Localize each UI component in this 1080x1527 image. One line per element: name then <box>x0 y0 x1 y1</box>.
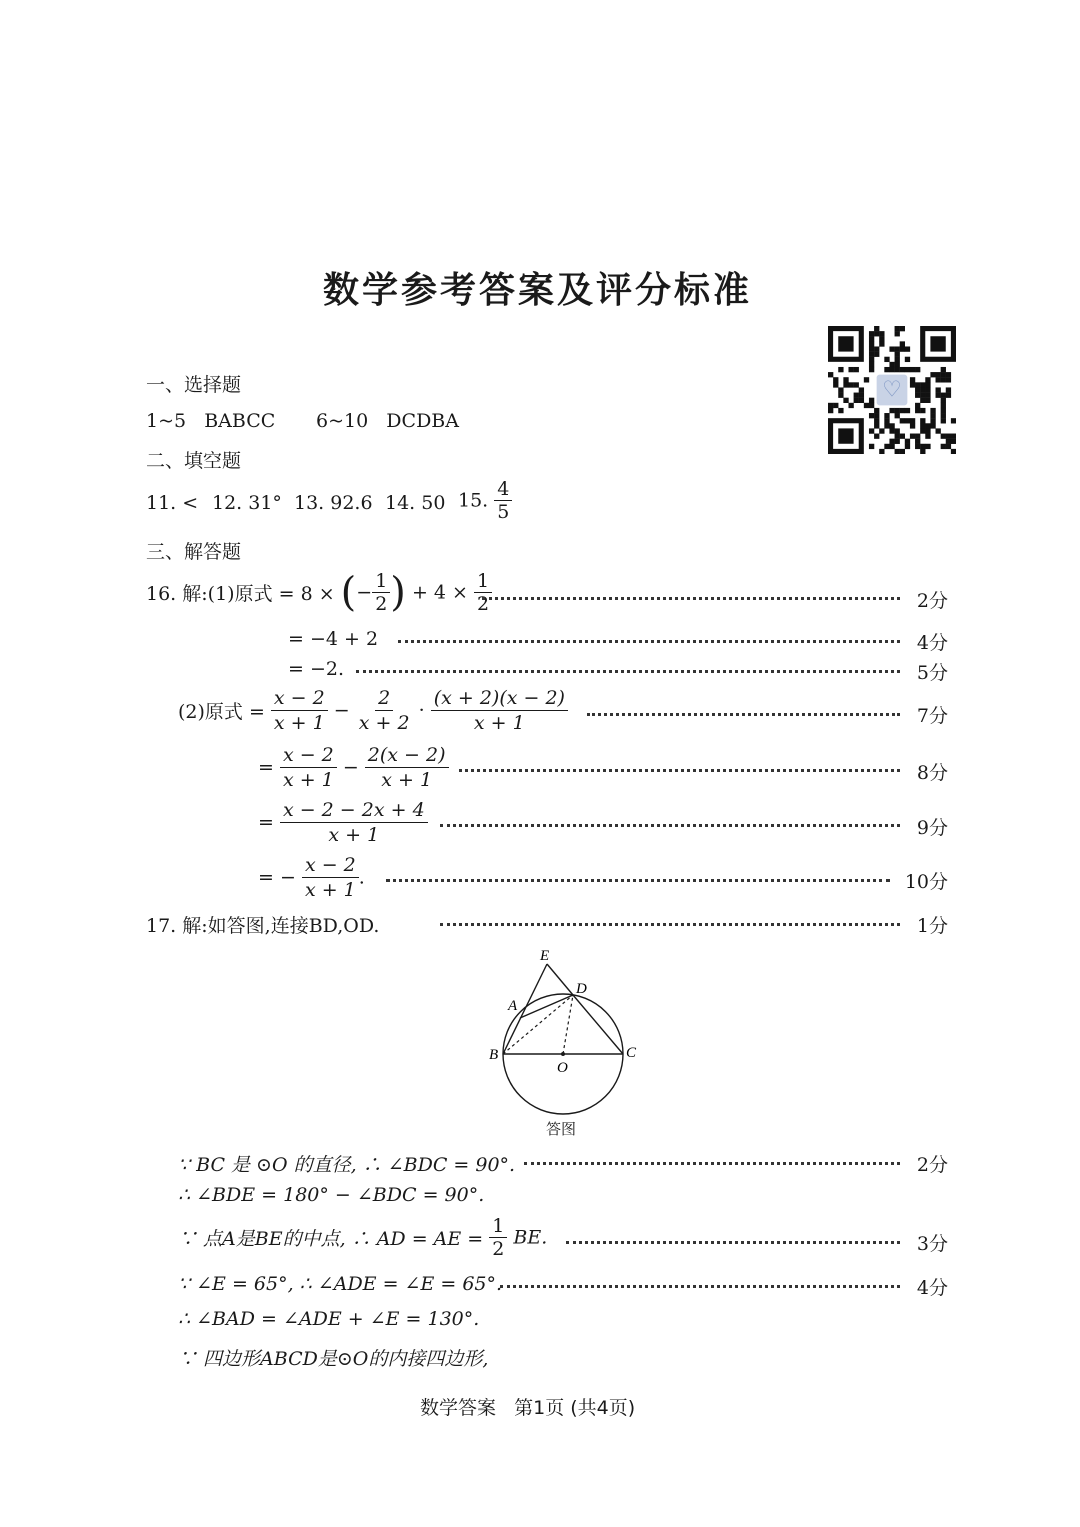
fill-answer-12: 12. 31° <box>212 492 282 514</box>
denominator: x + 1 <box>473 712 525 734</box>
leader-dots <box>566 1241 900 1244</box>
svg-text:♡: ♡ <box>882 377 902 403</box>
score-mark: 5分 <box>916 662 948 684</box>
q16-line-2: = −4 + 2 <box>288 628 379 650</box>
leader-dots <box>386 879 890 882</box>
leader-dots <box>398 640 900 643</box>
leader-dots <box>482 597 900 600</box>
q16-part2-line-1 <box>178 686 568 735</box>
leader-dots <box>587 713 900 716</box>
fraction <box>280 743 337 792</box>
segment-od-dashed <box>563 995 573 1054</box>
fill-answer-15-label: 15. <box>458 489 489 512</box>
denominator: x + 1 <box>304 879 356 901</box>
denominator: x + 1 <box>273 712 325 734</box>
fraction <box>431 686 568 735</box>
left-paren: ( <box>340 569 357 616</box>
q16-line-3: = −2. <box>288 658 345 680</box>
choice-answers-1-5: 1~5 BABCC <box>146 410 276 432</box>
score-mark: 3分 <box>916 1233 948 1255</box>
leader-dots <box>440 824 900 827</box>
segment-ed <box>547 964 573 995</box>
label-e: E <box>540 948 550 964</box>
leader-dots <box>440 923 900 926</box>
denominator: 2 <box>375 593 388 615</box>
label-b: B <box>489 1047 499 1063</box>
denominator: x + 1 <box>282 769 334 791</box>
minus-sign: − <box>333 699 350 722</box>
equals-sign: = <box>258 756 274 779</box>
fraction <box>356 686 413 735</box>
section-fill-heading: 二、填空题 <box>146 450 242 472</box>
q16-mid: + 4 × <box>411 581 468 604</box>
equals-sign: = <box>258 811 274 834</box>
score-mark: 9分 <box>916 817 948 839</box>
numerator: 1 <box>489 1215 507 1238</box>
numerator: 1 <box>372 570 390 593</box>
numerator: 1 <box>474 570 492 593</box>
label-o: O <box>557 1060 568 1076</box>
q17-line-6: ∵ 四边形ABCD是⊙O的内接四边形, <box>178 1348 489 1370</box>
score-mark: 7分 <box>916 705 948 727</box>
neg-sign: − <box>356 581 373 604</box>
numerator: x − 2 − 2x + 4 <box>280 798 428 823</box>
choice-answers-6-10: 6~10 DCDBA <box>316 410 459 432</box>
numerator: 2 <box>375 686 393 711</box>
dot-sign: · <box>418 699 425 722</box>
qr-code <box>828 326 956 454</box>
figure-caption: 答图 <box>546 1120 577 1138</box>
denominator: 5 <box>497 501 510 523</box>
score-mark: 10分 <box>904 871 948 893</box>
fill-answer-15 <box>458 478 512 523</box>
section-choice-heading: 一、选择题 <box>146 374 242 396</box>
denominator: 2 <box>477 593 490 615</box>
q16-part2-line-4 <box>258 853 365 902</box>
circle-diagram <box>470 940 650 1140</box>
q17-line-3-b: BE. <box>513 1226 548 1249</box>
q16-label: 16. 解:(1)原式 = 8 × <box>146 583 335 605</box>
denominator: x + 1 <box>381 769 433 791</box>
q17-line-2: ∴ ∠BDE = 180° − ∠BDC = 90°. <box>178 1184 485 1206</box>
fraction <box>271 686 328 735</box>
q16-part2-line-3 <box>258 798 428 847</box>
fill-answer-14: 14. 50 <box>385 492 446 514</box>
score-mark: 1分 <box>916 915 948 937</box>
q17-line-3 <box>178 1215 547 1260</box>
score-mark: 4分 <box>916 632 948 654</box>
fraction <box>474 570 492 615</box>
fraction <box>372 570 390 615</box>
q17-label: 17. 解:如答图,连接BD,OD. <box>146 915 380 937</box>
numerator: 4 <box>494 478 512 501</box>
fraction <box>280 798 428 847</box>
page-footer: 数学答案 第1页 (共4页) <box>420 1397 636 1419</box>
denominator: x + 1 <box>328 824 380 846</box>
numerator: (x + 2)(x − 2) <box>431 686 568 711</box>
segment-ad <box>520 995 573 1018</box>
geometry-figure <box>470 940 650 1140</box>
minus-sign: − <box>342 756 359 779</box>
numerator: x − 2 <box>302 853 359 878</box>
denominator: 2 <box>492 1238 505 1260</box>
fraction <box>489 1215 507 1260</box>
q17-line-3-a: ∵ 点A是BE的中点, ∴ AD = AE = <box>178 1228 484 1250</box>
q17-line-5: ∴ ∠BAD = ∠ADE + ∠E = 130°. <box>178 1308 480 1330</box>
section-solve-heading: 三、解答题 <box>146 541 242 563</box>
leader-dots <box>524 1162 900 1165</box>
numerator: x − 2 <box>271 686 328 711</box>
equals-minus: = − <box>258 866 296 889</box>
fraction <box>365 743 449 792</box>
score-mark: 2分 <box>916 1154 948 1176</box>
period: . <box>358 866 365 889</box>
score-mark: 2分 <box>916 590 948 612</box>
denominator: x + 2 <box>358 712 410 734</box>
q17-line-4: ∵ ∠E = 65°, ∴ ∠ADE = ∠E = 65°. <box>178 1273 503 1295</box>
leader-dots <box>356 670 900 673</box>
label-a: A <box>508 998 518 1014</box>
score-mark: 4分 <box>916 1277 948 1299</box>
fill-answer-13: 13. 92.6 <box>294 492 373 514</box>
right-paren: ) <box>390 569 406 616</box>
q16-part2-label: (2)原式 = <box>178 701 265 723</box>
q16-line-1 <box>146 570 492 615</box>
score-mark: 8分 <box>916 762 948 784</box>
q17-line-1: ∵ BC 是 ⊙O 的直径, ∴ ∠BDC = 90°. <box>178 1154 516 1176</box>
q16-part2-line-2 <box>258 743 449 792</box>
fill-answer-11: 11. < <box>146 492 199 514</box>
numerator: 2(x − 2) <box>365 743 449 768</box>
fraction <box>302 853 359 902</box>
fraction <box>494 478 512 523</box>
numerator: x − 2 <box>280 743 337 768</box>
page-title: 数学参考答案及评分标准 <box>323 270 753 311</box>
leader-dots <box>500 1285 900 1288</box>
center-point <box>561 1052 565 1056</box>
label-d: D <box>576 981 587 997</box>
label-c: C <box>626 1045 637 1061</box>
leader-dots <box>459 769 900 772</box>
